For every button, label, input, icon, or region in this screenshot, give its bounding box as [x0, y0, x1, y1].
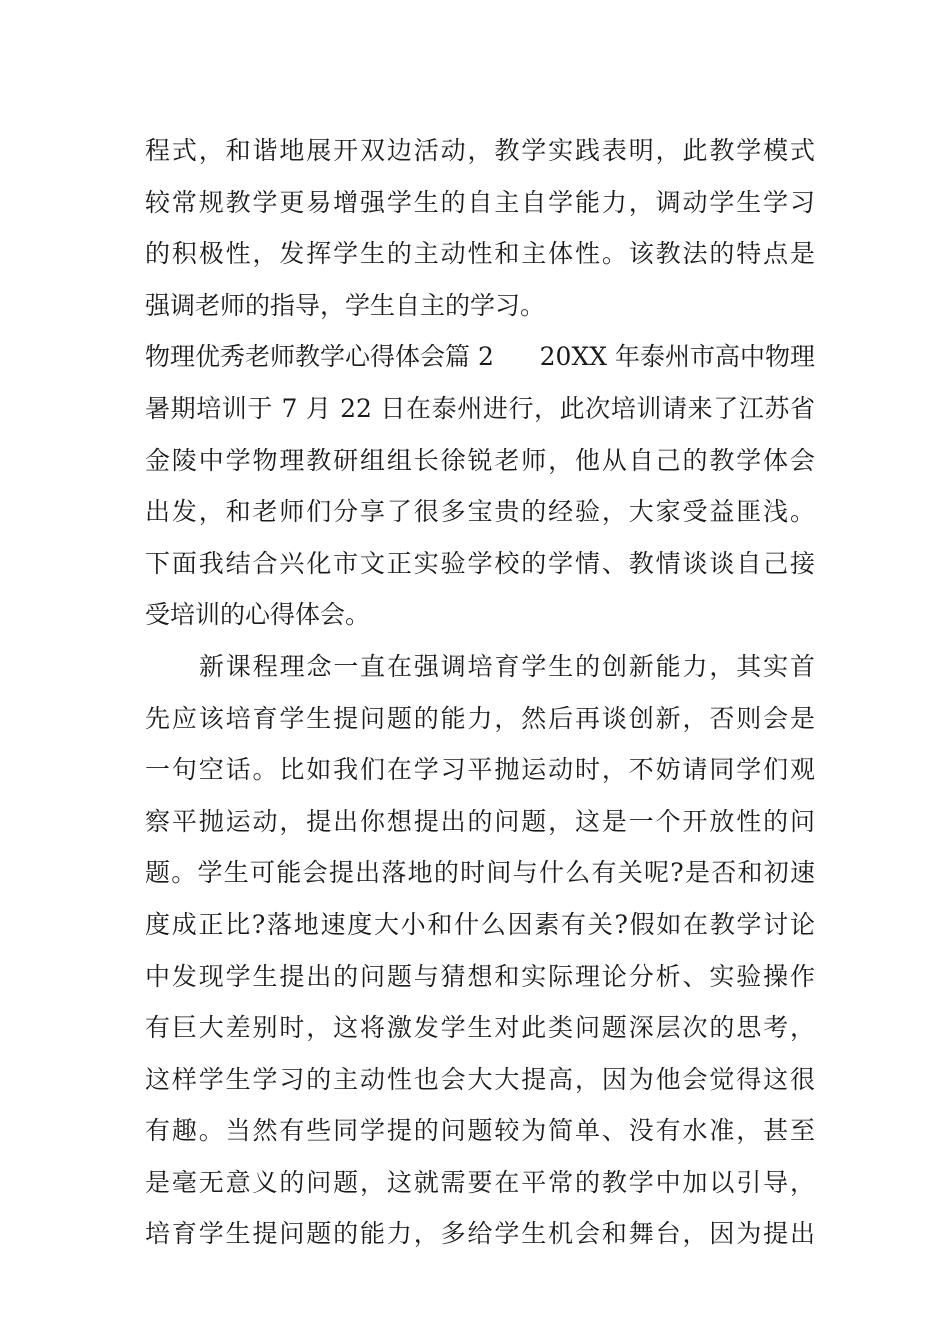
text-line: 下面我结合兴化市文正实验学校的学情、教情谈谈自己接 — [145, 548, 815, 578]
text-line: 强调老师的指导，学生自主的学习。 — [145, 290, 546, 320]
text-line: 金陵中学物理教研组组长徐锐老师，他从自己的教学体会 — [145, 445, 815, 475]
text-line: 的积极性，发挥学生的主动性和主体性。该教法的特点是 — [145, 239, 815, 269]
text-line: 暑期培训于 7 月 22 日在泰州进行，此次培训请来了江苏省 — [145, 393, 815, 423]
text-line: 一句空话。比如我们在学习平抛运动时，不妨请同学们观 — [145, 755, 815, 785]
text-line: 较常规教学更易增强学生的自主自学能力，调动学生学习 — [145, 187, 815, 217]
section-lead-text: 20XX 年泰州市高中物理 — [539, 342, 815, 372]
text-line: 有趣。当然有些同学提的问题较为简单、没有水准，甚至 — [145, 1116, 815, 1146]
text-line: 察平抛运动，提出你想提出的问题，这是一个开放性的问 — [145, 806, 815, 836]
text-line: 有巨大差别时，这将激发学生对此类问题深层次的思考， — [145, 1013, 815, 1043]
text-line: 受培训的心得体会。 — [145, 600, 371, 630]
text-line: 题。学生可能会提出落地的时间与什么有关呢?是否和初速 — [145, 858, 815, 888]
text-line: 出发，和老师们分享了很多宝贵的经验，大家受益匪浅。 — [145, 497, 815, 527]
text-line: 先应该培育学生提问题的能力，然后再谈创新，否则会是 — [145, 703, 815, 733]
section-title: 物理优秀老师教学心得体会篇 2 — [145, 342, 494, 372]
text-line: 这样学生学习的主动性也会大大提高，因为他会觉得这很 — [145, 1064, 815, 1094]
text-line: 培育学生提问题的能力，多给学生机会和舞台，因为提出 — [145, 1219, 815, 1249]
document-body — [145, 125, 815, 1260]
text-line: 程式，和谐地展开双边活动，教学实践表明，此教学模式 — [145, 136, 815, 165]
text-line: 度成正比?落地速度大小和什么因素有关?假如在教学讨论 — [145, 909, 815, 939]
section-heading — [145, 331, 815, 383]
text-line: 新课程理念一直在强调培育学生的创新能力，其实首 — [199, 651, 815, 681]
text-line: 是毫无意义的问题，这就需要在平常的教学中加以引导， — [145, 1167, 815, 1197]
text-line: 中发现学生提出的问题与猜想和实际理论分析、实验操作 — [145, 961, 815, 991]
